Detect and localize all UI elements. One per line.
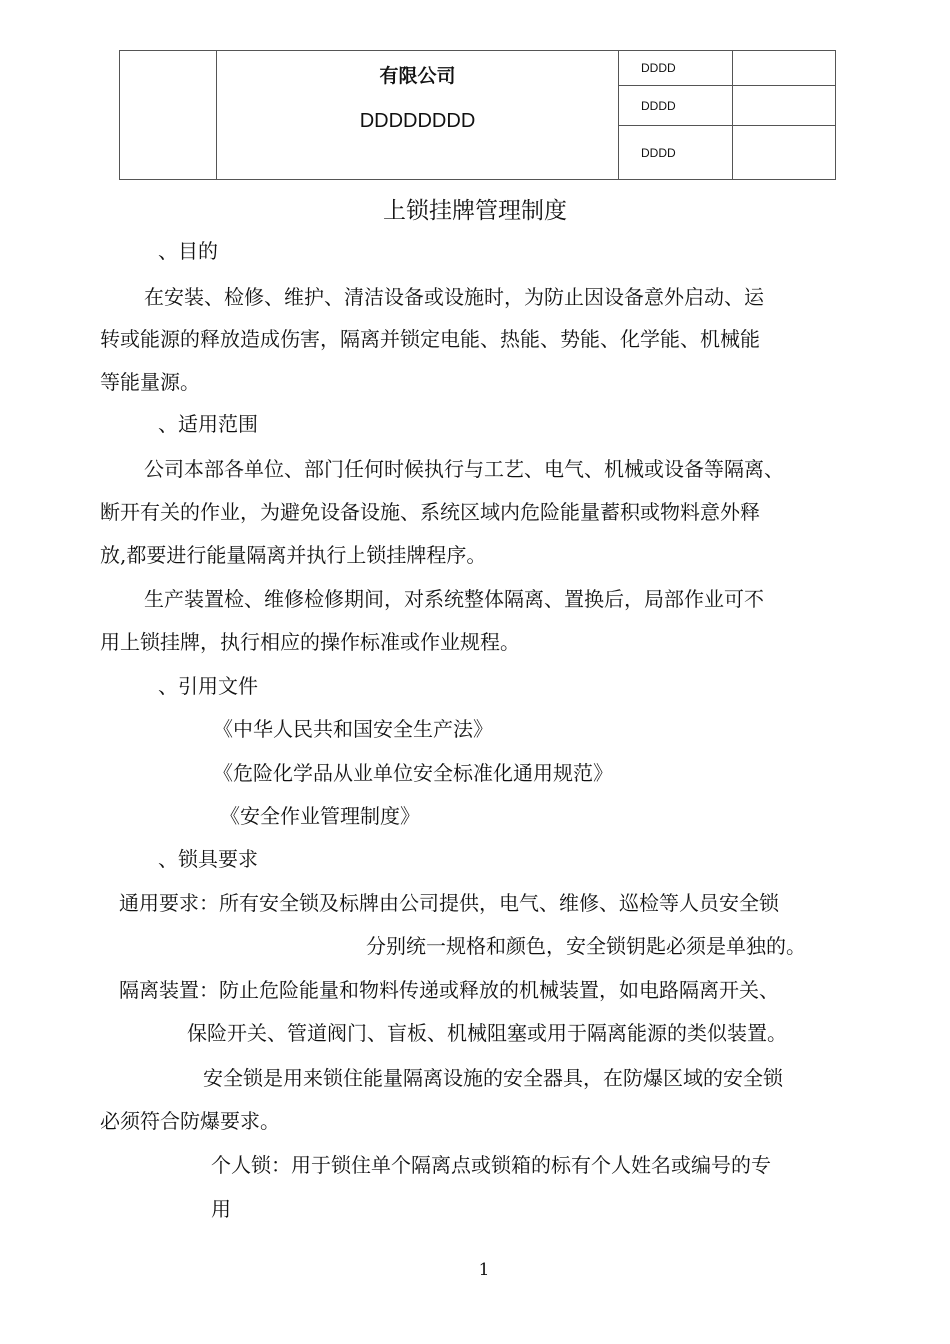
paragraph-line: 隔离装置：防止危险能量和物料传递或释放的机械装置，如电路隔离开关、 <box>119 978 779 1002</box>
document-title: 上锁挂牌管理制度 <box>383 198 567 224</box>
reference-item: 《中华人民共和国安全生产法》 <box>213 717 493 741</box>
section-heading: 、适用范围 <box>158 412 258 436</box>
paragraph-line: 生产装置检、维修检修期间，对系统整体隔离、置换后，局部作业可不 <box>144 587 764 611</box>
header-label: DDDD <box>619 86 733 126</box>
paragraph-line: 公司本部各单位、部门任何时候执行与工艺、电气、机械或设备等隔离、 <box>144 457 784 481</box>
header-value <box>733 51 836 86</box>
paragraph-line: 放,都要进行能量隔离并执行上锁挂牌程序。 <box>100 543 487 567</box>
reference-item: 《安全作业管理制度》 <box>220 804 420 828</box>
paragraph-line: 通用要求：所有安全锁及标牌由公司提供，电气、维修、巡检等人员安全锁 <box>119 891 779 915</box>
paragraph-line: 转或能源的释放造成伤害，隔离并锁定电能、热能、势能、化学能、机械能 <box>100 327 760 351</box>
document-header-table <box>119 50 836 180</box>
header-main-cell <box>217 51 619 180</box>
header-value <box>733 86 836 126</box>
paragraph-line: 用 <box>211 1197 231 1221</box>
section-heading: 、目的 <box>158 239 218 263</box>
document-name: DDDDDDDD <box>359 110 476 132</box>
section-heading: 、引用文件 <box>158 674 258 698</box>
section-heading: 、锁具要求 <box>158 847 258 871</box>
paragraph-line: 保险开关、管道阀门、盲板、机械阻塞或用于隔离能源的类似装置。 <box>187 1021 787 1045</box>
page-number: 1 <box>478 1260 490 1280</box>
company-name: 有限公司 <box>379 66 456 87</box>
paragraph-line: 安全锁是用来锁住能量隔离设施的安全器具，在防爆区域的安全锁 <box>203 1066 783 1090</box>
paragraph-line: 分别统一规格和颜色，安全锁钥匙必须是单独的。 <box>366 934 806 958</box>
header-label: DDDD <box>619 51 733 86</box>
paragraph-line: 必须符合防爆要求。 <box>100 1109 280 1133</box>
logo-cell <box>120 51 217 180</box>
paragraph-line: 用上锁挂牌，执行相应的操作标准或作业规程。 <box>100 630 520 654</box>
reference-item: 《危险化学品从业单位安全标准化通用规范》 <box>213 761 613 785</box>
paragraph-line: 在安装、检修、维护、清洁设备或设施时，为防止因设备意外启动、运 <box>144 285 764 309</box>
header-label: DDDD <box>619 126 733 180</box>
paragraph-line: 等能量源。 <box>100 370 200 394</box>
paragraph-line: 个人锁：用于锁住单个隔离点或锁箱的标有个人姓名或编号的专 <box>211 1153 771 1177</box>
header-value <box>733 126 836 180</box>
paragraph-line: 断开有关的作业，为避免设备设施、系统区域内危险能量蓄积或物料意外释 <box>100 500 760 524</box>
